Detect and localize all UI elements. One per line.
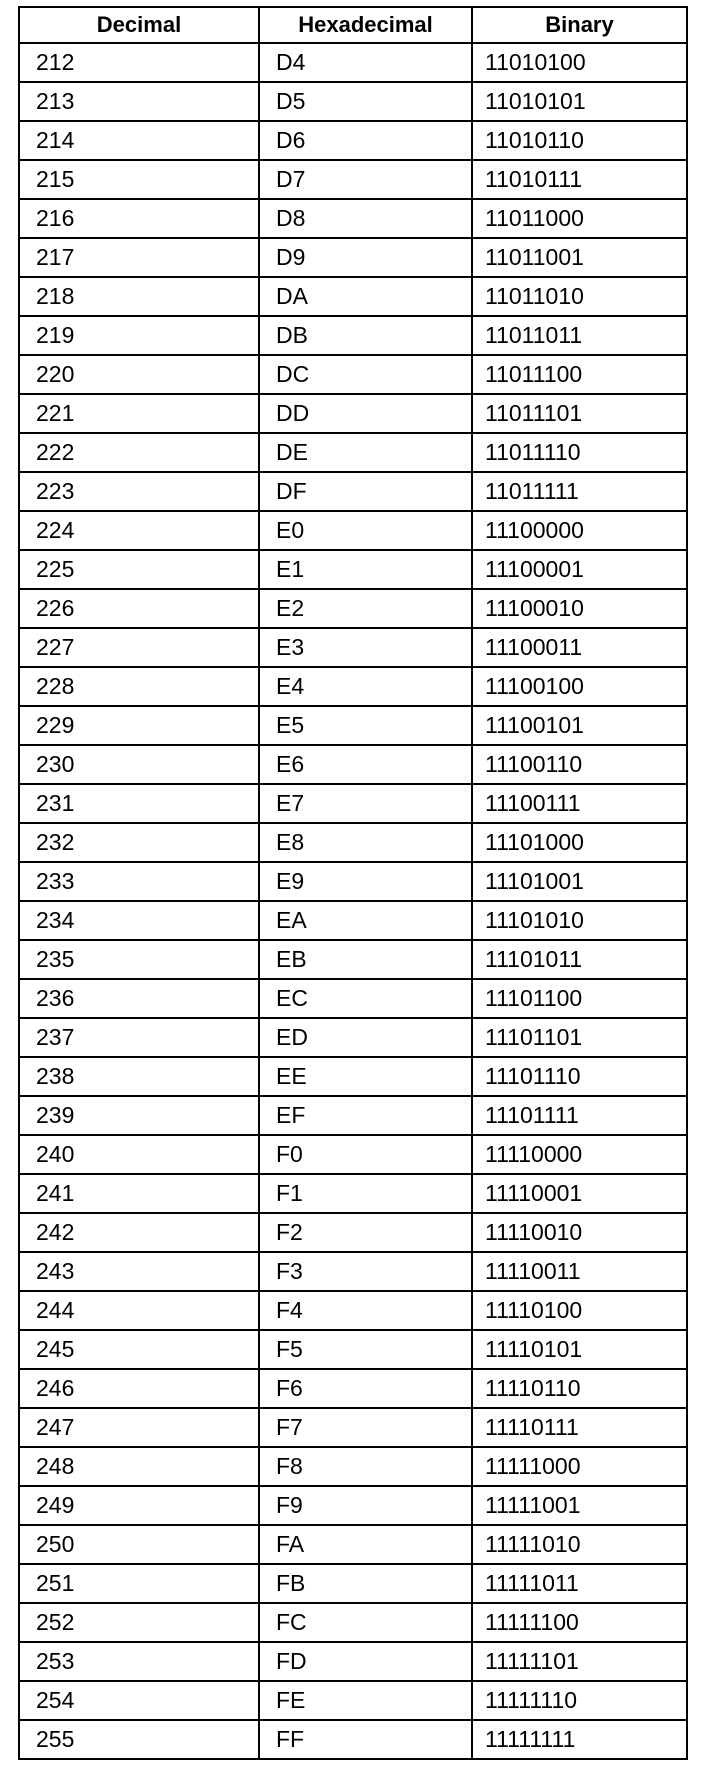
cell-binary: 11011100 [472,355,687,394]
cell-decimal: 240 [19,1135,259,1174]
table-row [19,1096,687,1135]
cell-binary: 11101000 [472,823,687,862]
table-row [19,1330,687,1369]
table-row [19,1408,687,1447]
cell-hexadecimal: D4 [259,43,472,82]
cell-binary: 11100011 [472,628,687,667]
cell-binary: 11110101 [472,1330,687,1369]
conversion-table [18,6,688,1760]
table-row [19,745,687,784]
cell-hexadecimal: D8 [259,199,472,238]
table-row [19,199,687,238]
cell-hexadecimal: D9 [259,238,472,277]
cell-hexadecimal: F4 [259,1291,472,1330]
cell-binary: 11101010 [472,901,687,940]
table-row [19,1291,687,1330]
table-row [19,1369,687,1408]
cell-hexadecimal: E5 [259,706,472,745]
table-row [19,706,687,745]
cell-decimal: 242 [19,1213,259,1252]
cell-binary: 11111001 [472,1486,687,1525]
header-row [19,7,687,43]
cell-binary: 11011111 [472,472,687,511]
cell-decimal: 224 [19,511,259,550]
cell-binary: 11100110 [472,745,687,784]
cell-decimal: 247 [19,1408,259,1447]
cell-decimal: 220 [19,355,259,394]
cell-binary: 11011000 [472,199,687,238]
cell-hexadecimal: F8 [259,1447,472,1486]
cell-binary: 11110100 [472,1291,687,1330]
cell-decimal: 251 [19,1564,259,1603]
cell-hexadecimal: E2 [259,589,472,628]
cell-decimal: 245 [19,1330,259,1369]
cell-hexadecimal: F9 [259,1486,472,1525]
table-row [19,862,687,901]
table-body [19,43,687,1759]
table-row [19,1135,687,1174]
table-row [19,1174,687,1213]
table-row [19,355,687,394]
cell-hexadecimal: DE [259,433,472,472]
cell-decimal: 231 [19,784,259,823]
cell-binary: 11011011 [472,316,687,355]
cell-binary: 11010111 [472,160,687,199]
cell-binary: 11100000 [472,511,687,550]
cell-decimal: 255 [19,1720,259,1759]
cell-binary: 11111110 [472,1681,687,1720]
table-row [19,1603,687,1642]
cell-hexadecimal: F7 [259,1408,472,1447]
cell-hexadecimal: EC [259,979,472,1018]
cell-binary: 11111010 [472,1525,687,1564]
header-decimal: Decimal [19,7,259,43]
table-row [19,472,687,511]
cell-decimal: 236 [19,979,259,1018]
cell-binary: 11111101 [472,1642,687,1681]
cell-binary: 11111111 [472,1720,687,1759]
cell-binary: 11110000 [472,1135,687,1174]
cell-hexadecimal: E6 [259,745,472,784]
cell-hexadecimal: F5 [259,1330,472,1369]
cell-hexadecimal: EE [259,1057,472,1096]
cell-decimal: 250 [19,1525,259,1564]
cell-hexadecimal: FE [259,1681,472,1720]
table-row [19,1486,687,1525]
cell-decimal: 228 [19,667,259,706]
cell-binary: 11110111 [472,1408,687,1447]
table-row [19,1564,687,1603]
table-row [19,901,687,940]
cell-hexadecimal: E0 [259,511,472,550]
cell-decimal: 215 [19,160,259,199]
cell-binary: 11101011 [472,940,687,979]
table-row [19,82,687,121]
table-row [19,1447,687,1486]
table-header [19,7,687,43]
cell-decimal: 230 [19,745,259,784]
table-row [19,628,687,667]
table-row [19,238,687,277]
cell-hexadecimal: E3 [259,628,472,667]
cell-binary: 11111011 [472,1564,687,1603]
table-row [19,1018,687,1057]
cell-binary: 11101101 [472,1018,687,1057]
table-row [19,277,687,316]
cell-binary: 11010100 [472,43,687,82]
table-row [19,940,687,979]
header-hexadecimal: Hexadecimal [259,7,472,43]
cell-binary: 11101111 [472,1096,687,1135]
cell-binary: 11010110 [472,121,687,160]
cell-binary: 11100111 [472,784,687,823]
cell-binary: 11100010 [472,589,687,628]
cell-binary: 11010101 [472,82,687,121]
table-row [19,316,687,355]
table-row [19,1057,687,1096]
cell-decimal: 235 [19,940,259,979]
cell-decimal: 232 [19,823,259,862]
cell-hexadecimal: E4 [259,667,472,706]
cell-decimal: 237 [19,1018,259,1057]
cell-hexadecimal: FB [259,1564,472,1603]
cell-binary: 11100101 [472,706,687,745]
cell-hexadecimal: DD [259,394,472,433]
cell-decimal: 238 [19,1057,259,1096]
cell-decimal: 219 [19,316,259,355]
cell-binary: 11111000 [472,1447,687,1486]
cell-hexadecimal: FC [259,1603,472,1642]
cell-binary: 11101110 [472,1057,687,1096]
table-row [19,1681,687,1720]
cell-hexadecimal: E8 [259,823,472,862]
cell-decimal: 214 [19,121,259,160]
cell-binary: 11110010 [472,1213,687,1252]
cell-decimal: 241 [19,1174,259,1213]
cell-hexadecimal: F1 [259,1174,472,1213]
cell-hexadecimal: F6 [259,1369,472,1408]
cell-decimal: 226 [19,589,259,628]
cell-decimal: 249 [19,1486,259,1525]
table-row [19,43,687,82]
cell-hexadecimal: E9 [259,862,472,901]
cell-decimal: 212 [19,43,259,82]
table-row [19,394,687,433]
cell-hexadecimal: ED [259,1018,472,1057]
header-binary: Binary [472,7,687,43]
cell-binary: 11011101 [472,394,687,433]
cell-decimal: 246 [19,1369,259,1408]
cell-binary: 11100001 [472,550,687,589]
table-row [19,550,687,589]
table-row [19,823,687,862]
cell-decimal: 229 [19,706,259,745]
cell-binary: 11101100 [472,979,687,1018]
cell-decimal: 227 [19,628,259,667]
cell-decimal: 221 [19,394,259,433]
table-row [19,1525,687,1564]
cell-decimal: 233 [19,862,259,901]
cell-hexadecimal: DC [259,355,472,394]
cell-hexadecimal: FF [259,1720,472,1759]
cell-decimal: 243 [19,1252,259,1291]
table-row [19,1720,687,1759]
table-row [19,1252,687,1291]
cell-hexadecimal: EF [259,1096,472,1135]
cell-binary: 11011001 [472,238,687,277]
cell-decimal: 225 [19,550,259,589]
cell-binary: 11011010 [472,277,687,316]
cell-hexadecimal: F0 [259,1135,472,1174]
cell-hexadecimal: FD [259,1642,472,1681]
cell-decimal: 216 [19,199,259,238]
cell-hexadecimal: D6 [259,121,472,160]
table-row [19,667,687,706]
cell-binary: 11101001 [472,862,687,901]
cell-decimal: 253 [19,1642,259,1681]
cell-decimal: 244 [19,1291,259,1330]
cell-hexadecimal: DF [259,472,472,511]
cell-binary: 11100100 [472,667,687,706]
table-row [19,979,687,1018]
cell-hexadecimal: F2 [259,1213,472,1252]
table-row [19,121,687,160]
cell-hexadecimal: E1 [259,550,472,589]
table-row [19,160,687,199]
cell-binary: 11110110 [472,1369,687,1408]
cell-hexadecimal: EA [259,901,472,940]
cell-decimal: 239 [19,1096,259,1135]
cell-hexadecimal: D5 [259,82,472,121]
cell-decimal: 222 [19,433,259,472]
cell-hexadecimal: EB [259,940,472,979]
cell-hexadecimal: DA [259,277,472,316]
table-row [19,1213,687,1252]
cell-decimal: 218 [19,277,259,316]
table-row [19,784,687,823]
cell-binary: 11011110 [472,433,687,472]
cell-decimal: 217 [19,238,259,277]
cell-hexadecimal: D7 [259,160,472,199]
cell-binary: 11111100 [472,1603,687,1642]
cell-decimal: 234 [19,901,259,940]
cell-hexadecimal: E7 [259,784,472,823]
cell-binary: 11110001 [472,1174,687,1213]
cell-decimal: 213 [19,82,259,121]
cell-decimal: 248 [19,1447,259,1486]
cell-hexadecimal: DB [259,316,472,355]
cell-decimal: 223 [19,472,259,511]
cell-decimal: 252 [19,1603,259,1642]
cell-hexadecimal: F3 [259,1252,472,1291]
table-row [19,589,687,628]
table-row [19,433,687,472]
table-row [19,1642,687,1681]
cell-binary: 11110011 [472,1252,687,1291]
cell-decimal: 254 [19,1681,259,1720]
table-row [19,511,687,550]
cell-hexadecimal: FA [259,1525,472,1564]
